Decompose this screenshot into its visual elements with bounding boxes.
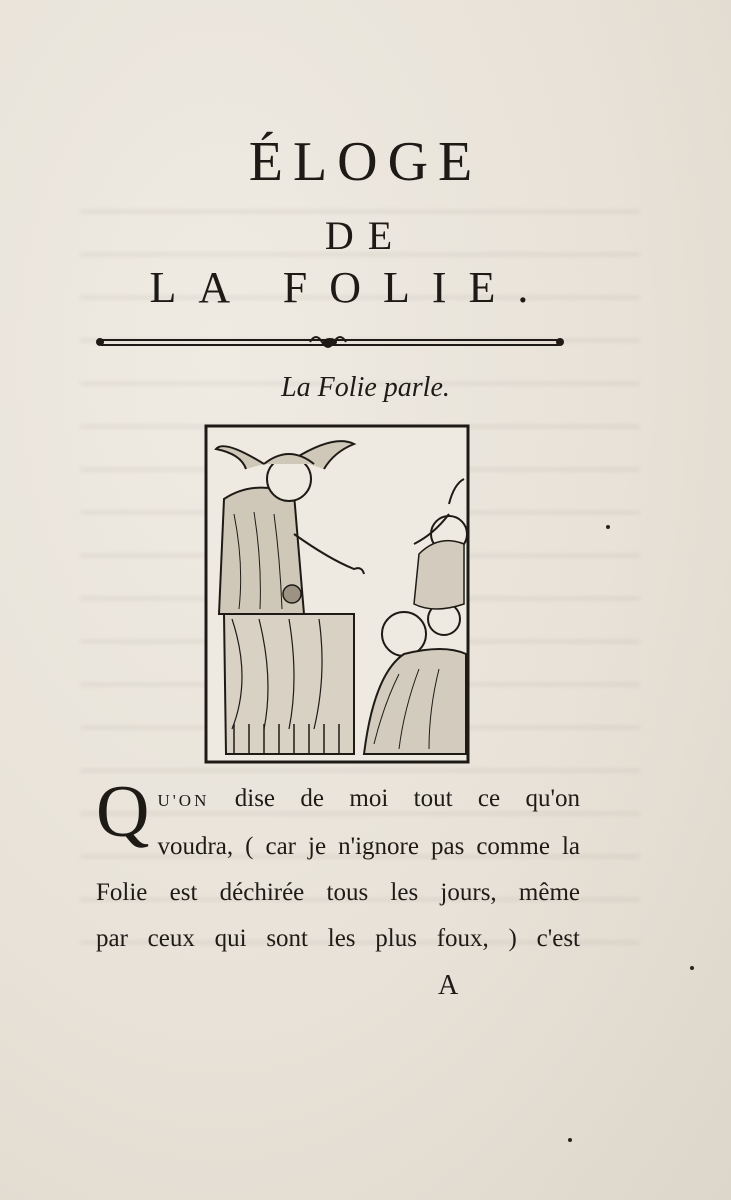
body-text <box>96 771 580 962</box>
title-line-eloge: ÉLOGE <box>248 131 483 193</box>
paper-speck <box>606 525 610 529</box>
drop-cap: Q <box>96 771 150 853</box>
paper-speck <box>568 1138 572 1142</box>
ornamental-rule <box>95 330 565 354</box>
title-line-de: DE <box>324 213 407 258</box>
text-line-2: voudra, ( car je n'ignore pas comme la <box>157 833 580 860</box>
title-line-la-folie: LA FOLIE. <box>149 263 551 312</box>
text-line-1-caps: U'ON <box>157 791 210 810</box>
text-line-1 <box>96 776 580 824</box>
paper-speck <box>690 966 694 970</box>
text-line-4: par ceux qui sont les plus foux, ) c'est <box>96 925 580 952</box>
text-line-1-rest: dise de moi tout ce qu'on <box>234 785 580 812</box>
signature-mark: A <box>438 970 459 1001</box>
text-line-3: Folie est déchirée tous les jours, même <box>96 879 580 906</box>
subtitle: La Folie parle. <box>281 372 450 403</box>
woodcut-illustration <box>204 424 470 764</box>
